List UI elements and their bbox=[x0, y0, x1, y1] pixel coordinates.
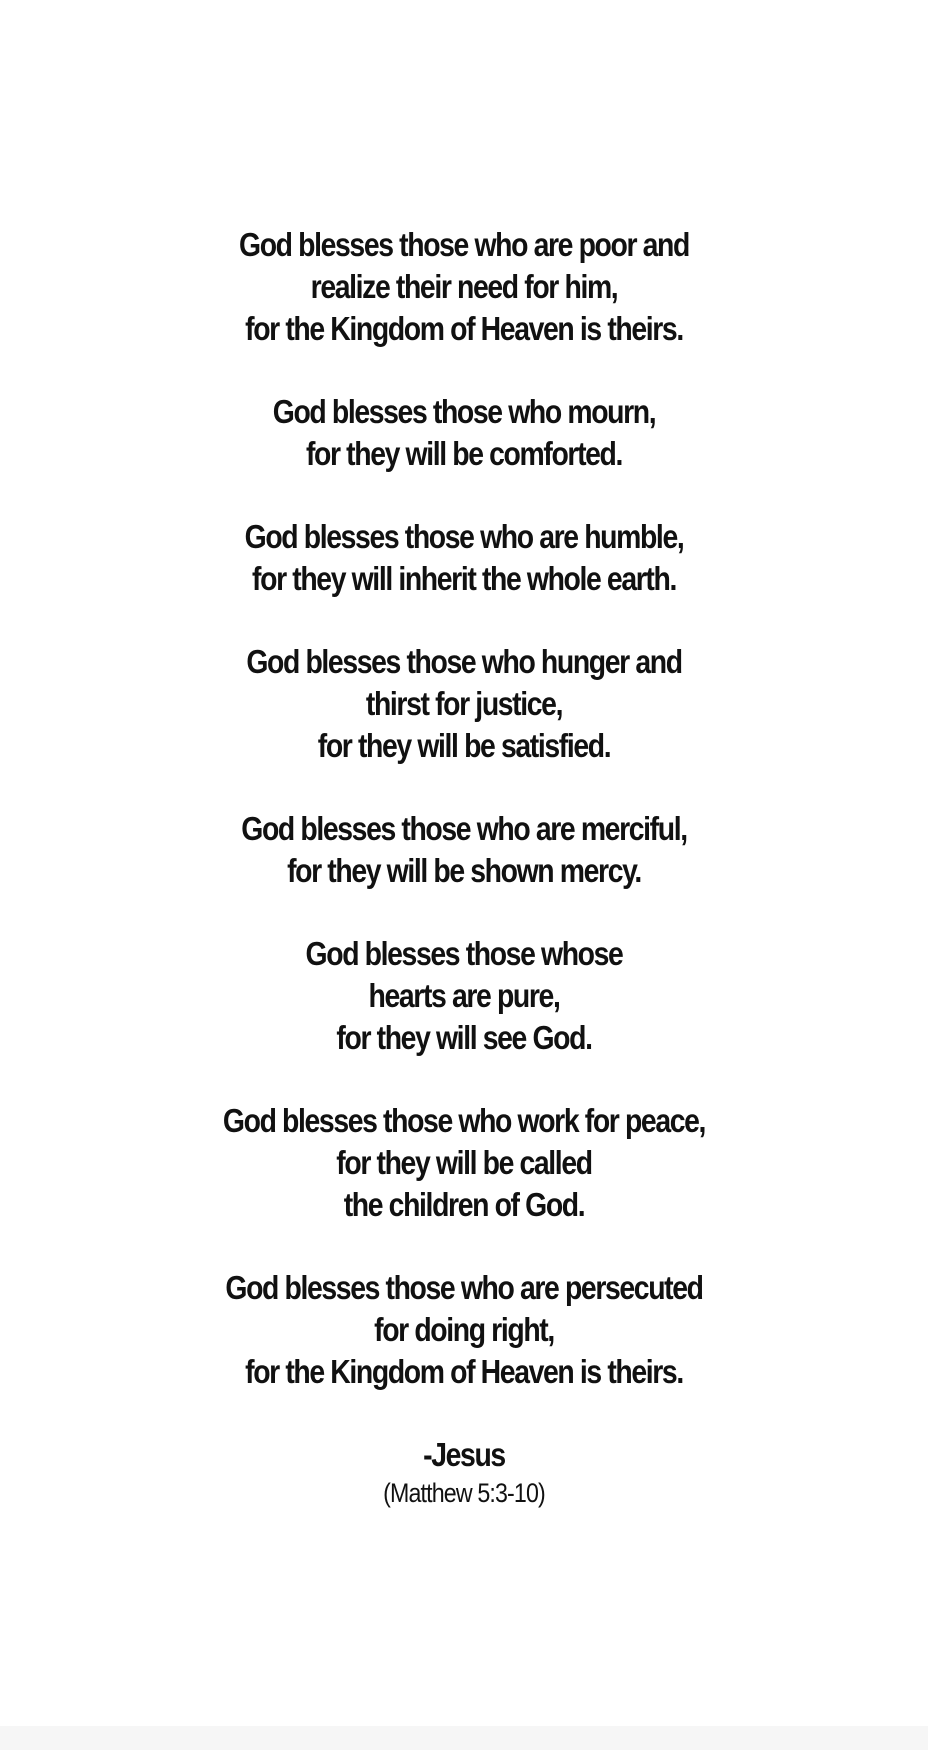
stanza-line: God blesses those who are poor and bbox=[239, 226, 689, 263]
stanza-line: for the Kingdom of Heaven is theirs. bbox=[245, 1353, 683, 1390]
stanza-mourn bbox=[0, 391, 928, 475]
stanza-line: God blesses those who hunger and bbox=[246, 643, 682, 680]
stanza-peace bbox=[0, 1100, 928, 1226]
stanza-line: for they will be satisfied. bbox=[317, 727, 611, 764]
stanza-line: God blesses those who work for peace, bbox=[222, 1102, 706, 1139]
stanza-line: for they will be shown mercy. bbox=[287, 852, 641, 889]
stanza-line: God blesses those who are persecuted bbox=[225, 1269, 703, 1306]
stanza-pure bbox=[0, 933, 928, 1059]
bottom-band bbox=[0, 1726, 928, 1750]
stanza-line: for they will inherit the whole earth. bbox=[252, 560, 676, 597]
scripture-reference: (Matthew 5:3-10) bbox=[383, 1478, 545, 1508]
stanza-line: for doing right, bbox=[374, 1311, 554, 1348]
stanza-humble bbox=[0, 516, 928, 600]
stanza-hunger bbox=[0, 641, 928, 767]
stanza-line: for they will be called bbox=[336, 1144, 592, 1181]
stanza-line: for the Kingdom of Heaven is theirs. bbox=[245, 310, 683, 347]
stanza-line: for they will be comforted. bbox=[305, 435, 623, 472]
stanza-poor bbox=[0, 224, 928, 350]
stanza-persecuted bbox=[0, 1267, 928, 1393]
stanza-line: God blesses those who are humble, bbox=[244, 518, 684, 555]
stanza-line: God blesses those whose bbox=[305, 935, 623, 972]
stanza-line: God blesses those who are merciful, bbox=[241, 810, 687, 847]
stanza-line: God blesses those who mourn, bbox=[272, 393, 656, 430]
beatitudes-text bbox=[0, 224, 928, 1510]
stanza-line: hearts are pure, bbox=[368, 977, 560, 1014]
stanza-merciful bbox=[0, 808, 928, 892]
stanza-line: for they will see God. bbox=[336, 1019, 592, 1056]
stanza-line: the children of God. bbox=[343, 1186, 585, 1223]
stanza-line: thirst for justice, bbox=[365, 685, 563, 722]
attribution bbox=[0, 1434, 928, 1510]
author-name: -Jesus bbox=[423, 1436, 505, 1473]
stanza-line: realize their need for him, bbox=[310, 268, 618, 305]
